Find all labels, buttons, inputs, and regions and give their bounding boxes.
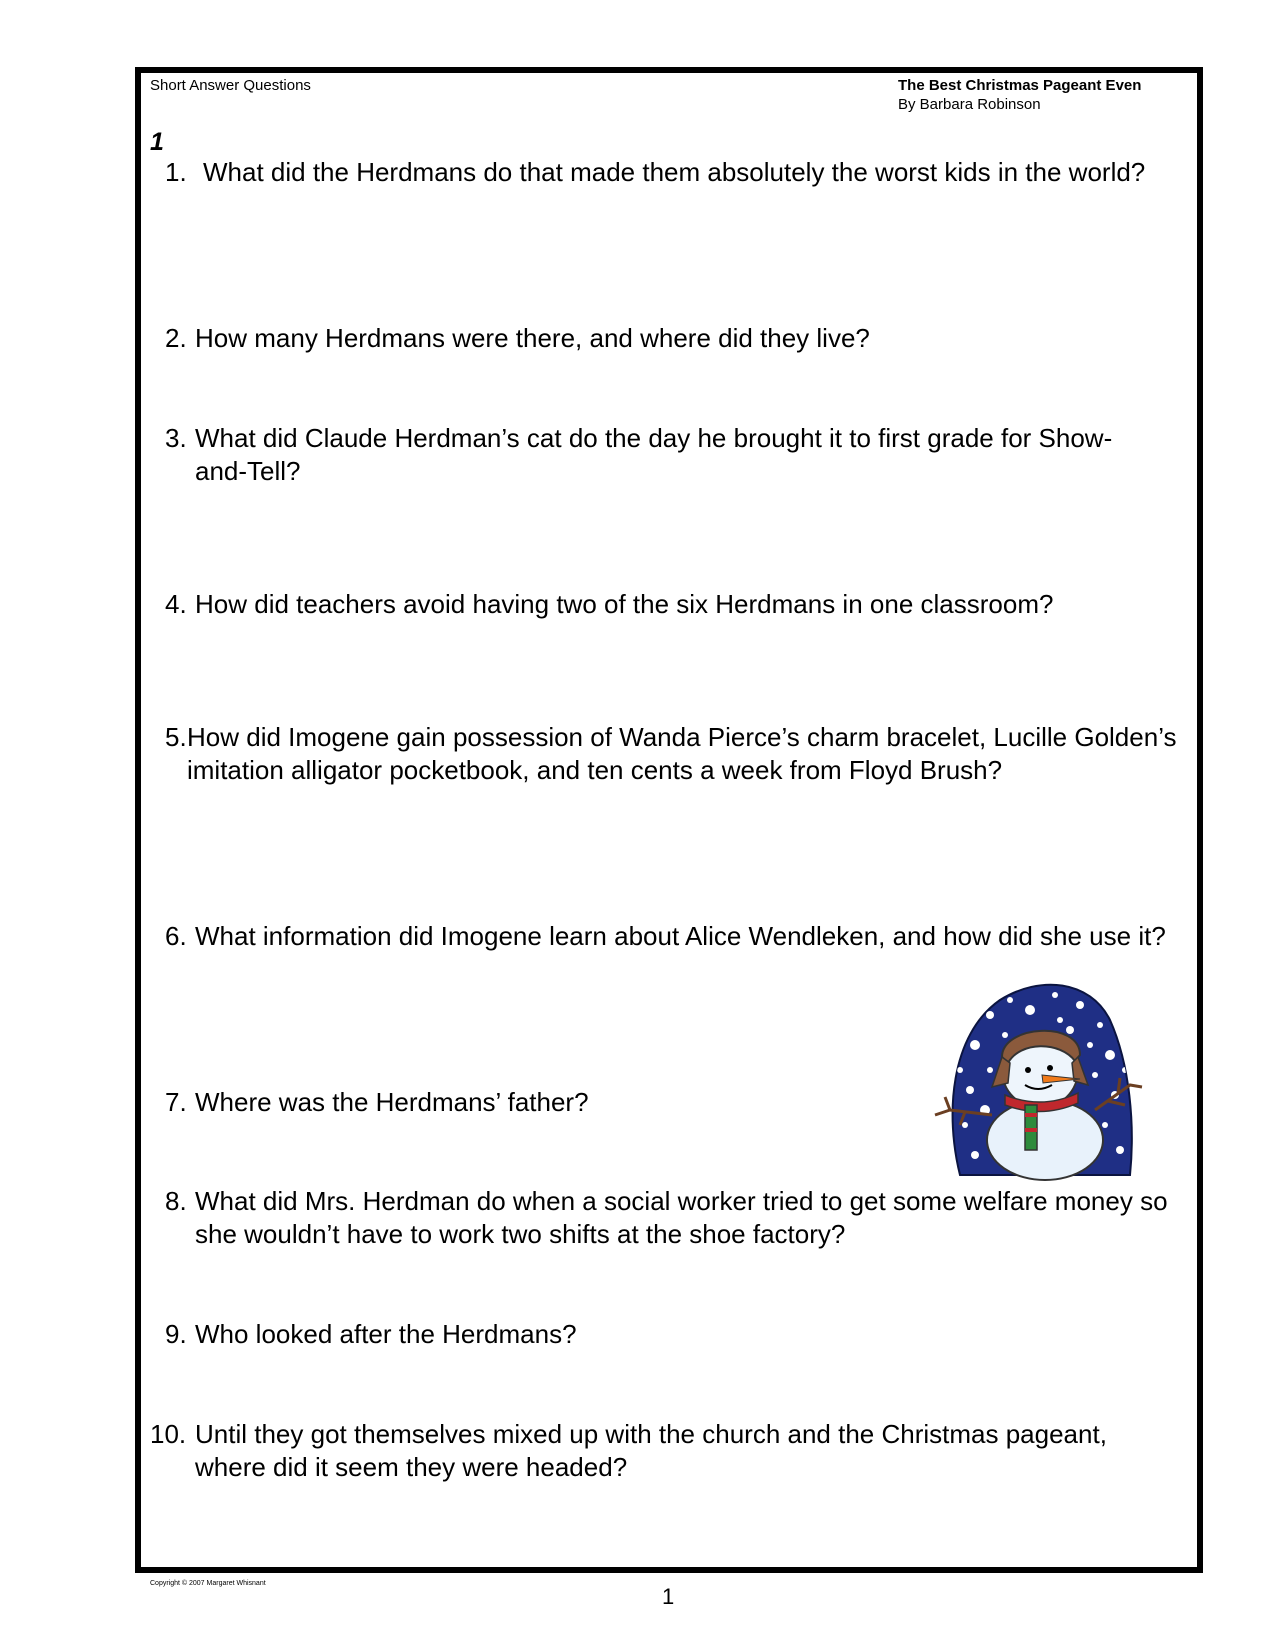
question-text: How did Imogene gain possession of Wanda Pierce’s charm bracelet, Lucille Golden’s imitation alligator pocketbook, and ten cents a week from Floyd Brush? — [187, 722, 1177, 785]
question-text: What did Claude Herdman’s cat do the day he brought it to first grade for Show-and-Tell? — [195, 423, 1113, 486]
book-title: The Best Christmas Pageant Even — [898, 77, 1142, 94]
page-number: 1 — [662, 1584, 675, 1609]
question-text: Who looked after the Herdmans? — [195, 1319, 577, 1349]
question — [165, 422, 1145, 488]
question-text: Until they got themselves mixed up with the church and the Christmas pageant, where did it seem they were headed? — [195, 1419, 1107, 1482]
question-number: 9. — [165, 1319, 187, 1349]
question-number: 5. — [165, 722, 187, 752]
question-number: 1. — [165, 157, 187, 187]
question-number: 4. — [165, 589, 187, 619]
question-text: Where was the Herdmans’ father? — [195, 1087, 589, 1117]
question-number: 8. — [165, 1186, 187, 1216]
question-number: 6. — [165, 921, 187, 951]
question-number: 3. — [165, 423, 187, 453]
question-text: What did Mrs. Herdman do when a social worker tried to get some welfare money so she wouldn’t have to work two shifts at the shoe factory? — [195, 1186, 1168, 1249]
question-number: 10. — [150, 1419, 187, 1449]
copyright: Copyright © 2007 Margaret Whisnant — [150, 1580, 266, 1587]
question — [165, 1318, 1175, 1351]
question — [150, 1418, 1110, 1484]
question — [165, 156, 1175, 189]
question-number: 7. — [165, 1087, 187, 1117]
question — [165, 1086, 885, 1119]
question-text: What information did Imogene learn about Alice Wendleken, and how did she use it? — [195, 921, 1166, 951]
question — [165, 721, 1190, 787]
question — [165, 1185, 1175, 1251]
question-number: 2. — [165, 323, 187, 353]
snowman-icon — [930, 975, 1148, 1183]
header-right — [898, 76, 1141, 114]
question-text: What did the Herdmans do that made them absolutely the worst kids in the world? — [203, 157, 1146, 187]
author: By Barbara Robinson — [898, 96, 1041, 113]
question-text: How many Herdmans were there, and where did they live? — [195, 323, 870, 353]
question — [165, 588, 1175, 621]
question — [165, 322, 1175, 355]
section-number: 1 — [150, 128, 164, 156]
question — [165, 920, 1190, 953]
question-text: How did teachers avoid having two of the six Herdmans in one classroom? — [195, 589, 1054, 619]
header-left: Short Answer Questions — [150, 77, 311, 94]
